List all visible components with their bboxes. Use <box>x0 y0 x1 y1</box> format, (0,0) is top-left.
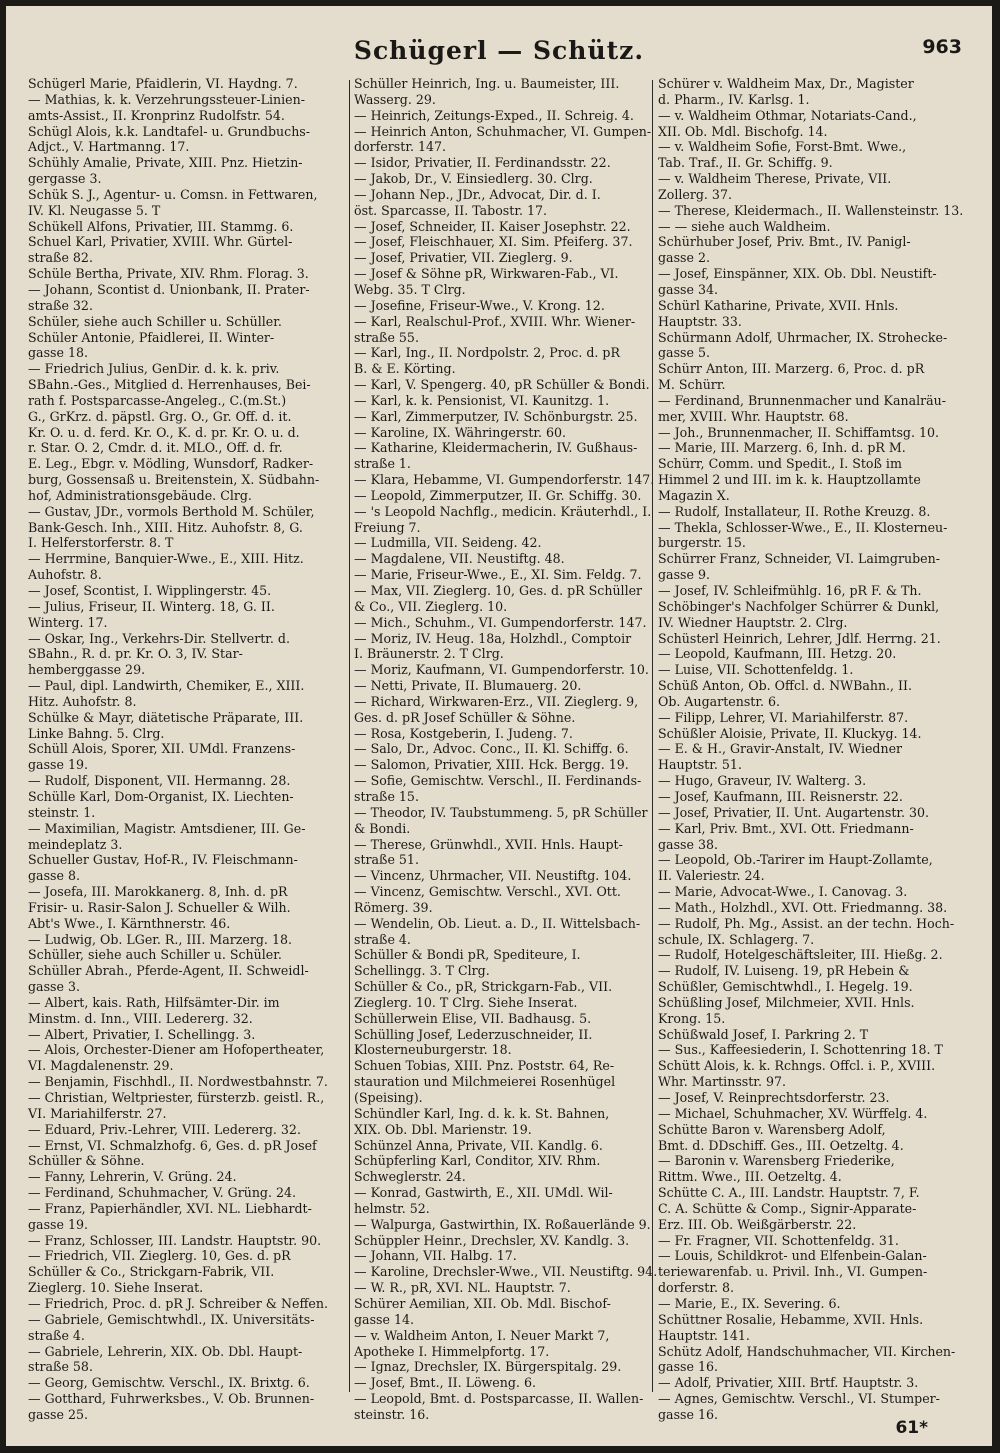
directory-line: — Christian, Weltpriester, fürsterzb. geistl. R., <box>28 1090 325 1105</box>
directory-line: meindeplatz 3. <box>28 836 123 852</box>
directory-line: — Klara, Hebamme, VI. Gumpendorferstr. 147. <box>354 472 655 488</box>
directory-line: G., GrKrz. d. päpstl. Grg. O., Gr. Off. d. it. <box>28 408 292 424</box>
directory-line: I. Helferstorferstr. 8. T <box>28 535 174 551</box>
directory-line: — Ernst, VI. Schmalzhofg. 6, Ges. d. pR Josef <box>28 1137 317 1153</box>
directory-line: — Ludwig, Ob. LGer. R., III. Marzerg. 18. <box>28 931 292 947</box>
directory-line: — Michael, Schuhmacher, XV. Würffelg. 4. <box>658 1105 928 1121</box>
directory-line: — Gotthard, Fuhrwerksbes., V. Ob. Brunnen- <box>28 1391 315 1407</box>
directory-line: — Leopold, Kaufmann, III. Hetzg. 20. <box>658 646 897 662</box>
directory-line: — Leopold, Zimmerputzer, II. Gr. Schiffg. 30. <box>354 487 642 503</box>
directory-line: Schürr, Comm. und Spedit., I. Stoß im <box>658 456 902 472</box>
directory-line: Freiung 7. <box>354 519 421 535</box>
directory-line: — Karl, Realschul-Prof., XVIII. Whr. Wiener- <box>354 313 636 329</box>
directory-line: VI. Mariahilferstr. 27. <box>28 1105 167 1121</box>
directory-line: — Magdalene, VII. Neustiftg. 48. <box>354 551 565 567</box>
directory-line: — Rudolf, Ph. Mg., Assist. an der techn. Hoch- <box>658 915 955 931</box>
directory-line: gasse 9. <box>658 567 710 583</box>
directory-line: Schürmann Adolf, Uhrmacher, IX. Strohecke- <box>658 329 948 345</box>
directory-line: Schüller & Bondi pR, Spediteure, I. <box>354 947 581 963</box>
directory-line: — Friedrich, Proc. d. pR J. Schreiber & Neffen. <box>28 1295 328 1311</box>
directory-line: — E. & H., Gravir-Anstalt, IV. Wiedner <box>658 741 903 757</box>
directory-line: — v. Waldheim Sofie, Forst-Bmt. Wwe., <box>658 139 907 155</box>
directory-line: Schüll Alois, Sporer, XII. UMdl. Franzens- <box>28 741 296 757</box>
directory-line: gasse 19. <box>28 1216 88 1232</box>
directory-line: gasse 38. <box>658 836 718 852</box>
directory-line: — Josef, Privatier, VII. Zieglerg. 9. <box>354 250 573 266</box>
directory-line: — Heinrich, Zeitungs-Exped., II. Schreig. 4. <box>354 107 634 123</box>
directory-line: — Karl, Ing., II. Nordpolstr. 2, Proc. d. pR <box>354 345 620 361</box>
directory-line: XII. Ob. Mdl. Bischofg. 14. <box>658 123 828 139</box>
directory-page <box>6 6 992 1446</box>
directory-line: d. Pharm., IV. Karlsg. 1. <box>658 91 810 107</box>
directory-line: — Josef, V. Reinprechtsdorferstr. 23. <box>658 1090 890 1105</box>
directory-line: Schüller & Söhne. <box>28 1153 145 1169</box>
directory-line: Schüßwald Josef, I. Parkring 2. T <box>658 1026 869 1042</box>
directory-line: Schügl Alois, k.k. Landtafel- u. Grundbuchs- <box>28 123 311 139</box>
directory-line: Schülling Josef, Lederzuschneider, II. <box>354 1026 593 1042</box>
directory-line: gasse 16. <box>658 1359 718 1375</box>
directory-line: Schürl Katharine, Private, XVII. Hnls. <box>658 297 899 313</box>
directory-line: — Karl, V. Spengerg. 40, pR Schüller & Bondi. <box>354 377 650 393</box>
directory-line: (Speising). <box>354 1090 423 1105</box>
directory-line: straße 58. <box>28 1359 93 1375</box>
directory-line: Schüßling Josef, Milchmeier, XVII. Hnls. <box>658 994 915 1010</box>
directory-line: gasse 8. <box>28 868 80 884</box>
directory-line: r. Star. O. 2, Cmdr. d. it. MLO., Off. d. fr. <box>28 440 283 456</box>
directory-line: — Julius, Friseur, II. Winterg. 18, G. II. <box>28 598 275 614</box>
directory-line: — Johann Nep., JDr., Advocat, Dir. d. I. <box>354 186 601 202</box>
directory-line: straße 1. <box>354 456 411 472</box>
directory-line: Schweglerstr. 24. <box>354 1169 466 1185</box>
directory-line: Hitz. Auhofstr. 8. <box>28 693 137 709</box>
directory-line: — Luise, VII. Schottenfeldg. 1. <box>658 662 854 678</box>
directory-line: hof, Administrationsgebäude. Clrg. <box>28 487 252 503</box>
directory-line: — Fanny, Lehrerin, V. Grüng. 24. <box>28 1169 237 1185</box>
directory-line: — Ludmilla, VII. Seideng. 42. <box>354 535 542 551</box>
directory-line: — Josefine, Friseur-Wwe., V. Krong. 12. <box>354 297 605 313</box>
directory-line: Schülke & Mayr, diätetische Präparate, III. <box>28 709 304 725</box>
directory-line: — Gustav, JDr., vormols Berthold M. Schüler, <box>28 503 315 519</box>
directory-line: Schünzel Anna, Private, VII. Kandlg. 6. <box>354 1137 603 1153</box>
directory-line: — Moriz, IV. Heug. 18a, Holzhdl., Comptoir <box>354 630 632 646</box>
column-1 <box>28 76 346 1422</box>
directory-line: — Josef, Bmt., II. Löweng. 6. <box>354 1375 536 1391</box>
directory-line: — Rosa, Kostgeberin, I. Judeng. 7. <box>354 725 573 741</box>
directory-line: — Benjamin, Fischhdl., II. Nordwestbahnstr. 7. <box>28 1074 328 1090</box>
directory-line: Bmt. d. DDschiff. Ges., III. Oetzeltg. 4. <box>658 1137 904 1153</box>
directory-line: — Mich., Schuhm., VI. Gumpendorferstr. 147. <box>354 614 647 630</box>
directory-line: — Joh., Brunnenmacher, II. Schiffamtsg. 10. <box>658 424 940 440</box>
directory-line: Webg. 35. T Clrg. <box>354 281 466 297</box>
directory-line: Schüller Abrah., Pferde-Agent, II. Schweidl- <box>28 963 309 979</box>
directory-line: Schellingg. 3. T Clrg. <box>354 963 490 979</box>
directory-line: — Karoline, IX. Währingerstr. 60. <box>354 424 567 440</box>
directory-line: Schügerl Marie, Pfaidlerin, VI. Haydng. 7. <box>28 76 298 91</box>
directory-line: — Oskar, Ing., Verkehrs-Dir. Stellvertr. d. <box>28 630 290 646</box>
directory-line: steinstr. 1. <box>28 804 96 820</box>
directory-line: Schündler Karl, Ing. d. k. k. St. Bahnen, <box>354 1105 610 1121</box>
directory-line: Schüßler Aloisie, Private, II. Kluckyg. 14. <box>658 725 922 741</box>
directory-line: Schüppler Heinr., Drechsler, XV. Kandlg. 3. <box>354 1232 630 1248</box>
directory-line: Apotheke I. Himmelpfortg. 17. <box>354 1343 550 1359</box>
directory-line: — Josef, Kaufmann, III. Reisnerstr. 22. <box>658 788 903 804</box>
directory-line: — Wendelin, Ob. Lieut. a. D., II. Wittelsbach- <box>354 915 641 931</box>
directory-line: straße 4. <box>354 931 411 947</box>
directory-line: — v. Waldheim Othmar, Notariats-Cand., <box>658 107 917 123</box>
directory-line: — Josef, Fleischhauer, XI. Sim. Pfeiferg. 37. <box>354 234 633 250</box>
directory-line: Schüttner Rosalie, Hebamme, XVII. Hnls. <box>658 1311 924 1327</box>
directory-line: — Ferdinand, Schuhmacher, V. Grüng. 24. <box>28 1185 297 1201</box>
directory-line: straße 82. <box>28 250 93 266</box>
directory-line: gasse 3. <box>28 979 80 995</box>
directory-line: Schühly Amalie, Private, XIII. Pnz. Hietzin- <box>28 155 303 171</box>
directory-line: — v. Waldheim Therese, Private, VII. <box>658 171 892 187</box>
directory-line: — Alois, Orchester-Diener am Hofopertheater, <box>28 1042 325 1058</box>
directory-line: — Baronin v. Warensberg Friederike, <box>658 1153 895 1169</box>
directory-line: — Josefa, III. Marokkanerg. 8, Inh. d. pR <box>28 884 288 900</box>
directory-line: — Herrmine, Banquier-Wwe., E., XIII. Hitz. <box>28 551 304 567</box>
directory-line: Schüller, siehe auch Schiller u. Schüler. <box>28 947 282 963</box>
directory-line: Schüller & Co., Strickgarn-Fabrik, VII. <box>28 1264 275 1280</box>
directory-line: Linke Bahng. 5. Clrg. <box>28 725 165 741</box>
directory-line: Schütte C. A., III. Landstr. Hauptstr. 7, F. <box>658 1185 920 1201</box>
directory-line: burg, Gossensaß u. Breitenstein, X. Südbahn- <box>28 472 320 488</box>
directory-line: — Marie, Friseur-Wwe., E., XI. Sim. Feldg. 7. <box>354 567 642 583</box>
directory-line: steinstr. 16. <box>354 1406 430 1422</box>
directory-line: — Louis, Schildkrot- und Elfenbein-Galan- <box>658 1248 927 1264</box>
directory-line: B. & E. Körting. <box>354 361 456 377</box>
directory-line: Schüller & Co., pR, Strickgarn-Fab., VII. <box>354 979 613 995</box>
page-header <box>6 36 992 74</box>
directory-line: Abt's Wwe., I. Kärnthnerstr. 46. <box>28 915 231 931</box>
directory-line: — Moriz, Kaufmann, VI. Gumpendorferstr. 10. <box>354 662 649 678</box>
directory-line: Schüß Anton, Ob. Offcl. d. NWBahn., II. <box>658 678 913 694</box>
directory-line: — Josef, Privatier, II. Unt. Augartenstr. 30. <box>658 804 930 820</box>
directory-line: Himmel 2 und III. im k. k. Hauptzollamte <box>658 472 921 488</box>
directory-line: Schülle Karl, Dom-Organist, IX. Liechten- <box>28 788 294 804</box>
directory-line: Schöbinger's Nachfolger Schürrer & Dunkl, <box>658 598 940 614</box>
directory-line: — Therese, Grünwhdl., XVII. Hnls. Haupt- <box>354 836 623 852</box>
directory-line: Schüle Bertha, Private, XIV. Rhm. Florag. 3. <box>28 266 309 282</box>
directory-line: — v. Waldheim Anton, I. Neuer Markt 7, <box>354 1327 610 1343</box>
directory-line: Hauptstr. 33. <box>658 313 742 329</box>
directory-line: I. Bräunerstr. 2. T Clrg. <box>354 646 504 662</box>
directory-line: — Albert, kais. Rath, Hilfsämter-Dir. im <box>28 994 280 1010</box>
directory-line: — Maximilian, Magistr. Amtsdiener, III. Ge- <box>28 820 306 836</box>
column-divider <box>652 80 653 1392</box>
directory-line: — Leopold, Ob.-Tarirer im Haupt-Zollamte, <box>658 852 933 868</box>
directory-line: helmstr. 52. <box>354 1200 430 1216</box>
directory-line: Schüpferling Karl, Conditor, XIV. Rhm. <box>354 1153 601 1169</box>
directory-line: — Leopold, Bmt. d. Postsparcasse, II. Wallen- <box>354 1391 644 1407</box>
directory-line: — Marie, E., IX. Severing. 6. <box>658 1295 841 1311</box>
directory-line: Wasserg. 29. <box>354 91 436 107</box>
directory-line: Schük S. J., Agentur- u. Comsn. in Fettwaren, <box>28 186 318 202</box>
directory-line: — Johann, Scontist d. Unionbank, II. Prater- <box>28 281 310 297</box>
directory-line: — Isidor, Privatier, II. Ferdinandsstr. 22. <box>354 155 611 171</box>
directory-line: E. Leg., Ebgr. v. Mödling, Wunsdorf, Radker- <box>28 456 314 472</box>
directory-line: rath f. Postsparcasse-Angeleg., C.(m.St.) <box>28 392 287 408</box>
directory-line: Ges. d. pR Josef Schüller & Söhne. <box>354 709 576 725</box>
directory-line: öst. Sparcasse, II. Tabostr. 17. <box>354 202 548 218</box>
directory-line: — Josef, Einspänner, XIX. Ob. Dbl. Neustift- <box>658 266 937 282</box>
directory-line: gasse 18. <box>28 345 88 361</box>
directory-line: Schüllerwein Elise, VII. Badhausg. 5. <box>354 1010 592 1026</box>
directory-line: — Agnes, Gemischtw. Verschl., VI. Stumper- <box>658 1391 940 1407</box>
directory-line: Schürrer Franz, Schneider, VI. Laimgruben- <box>658 551 940 567</box>
directory-line: straße 15. <box>354 788 419 804</box>
signature-mark: 61* <box>895 1418 928 1438</box>
directory-line: dorferstr. 8. <box>658 1280 734 1296</box>
directory-line: — Richard, Wirkwaren-Erz., VII. Zieglerg. 9, <box>354 693 639 709</box>
directory-line: Schürer Aemilian, XII. Ob. Mdl. Bischof- <box>354 1295 611 1311</box>
directory-line: Ob. Augartenstr. 6. <box>658 693 780 709</box>
directory-line: — Sus., Kaffeesiederin, I. Schottenring 18. T <box>658 1042 943 1058</box>
directory-line: amts-Assist., II. Kronprinz Rudolfstr. 54. <box>28 107 285 123</box>
directory-line: — — siehe auch Waldheim. <box>658 218 831 234</box>
page-number: 963 <box>922 36 962 58</box>
directory-line: Schuel Karl, Privatier, XVIII. Whr. Gürtel- <box>28 234 293 250</box>
directory-line: — Marie, III. Marzerg. 6, Inh. d. pR M. <box>658 440 906 456</box>
directory-line: Magazin X. <box>658 487 730 503</box>
directory-line: — Thekla, Schlosser-Wwe., E., II. Klosterneu- <box>658 519 948 535</box>
directory-line: IV. Wiedner Hauptstr. 2. Clrg. <box>658 614 848 630</box>
directory-line: — Karl, Priv. Bmt., XVI. Ott. Friedmann- <box>658 820 914 836</box>
directory-line: — Jakob, Dr., V. Einsiedlerg. 30. Clrg. <box>354 171 593 187</box>
directory-line: Auhofstr. 8. <box>28 567 102 583</box>
directory-line: Römerg. 39. <box>354 899 433 915</box>
directory-line: — Paul, dipl. Landwirth, Chemiker, E., XIII. <box>28 678 305 694</box>
directory-line: Kr. O. u. d. ferd. Kr. O., K. d. pr. Kr. O. u. d. <box>28 424 300 440</box>
directory-line: Hauptstr. 51. <box>658 757 742 773</box>
directory-line: — Gabriele, Gemischtwhdl., IX. Universitäts- <box>28 1311 315 1327</box>
directory-line: Schütt Alois, k. k. Rchngs. Offcl. i. P., XVIII. <box>658 1058 936 1074</box>
directory-line: schule, IX. Schlagerg. 7. <box>658 931 815 947</box>
directory-line: — Franz, Papierhändler, XVI. NL. Liebhardt- <box>28 1200 312 1216</box>
directory-line: Schuen Tobias, XIII. Pnz. Poststr. 64, Re- <box>354 1058 615 1074</box>
directory-line: — Sofie, Gemischtw. Verschl., II. Ferdinands- <box>354 773 642 789</box>
directory-line: — 's Leopold Nachflg., medicin. Kräuterhdl., I. <box>354 503 652 519</box>
directory-line: VI. Magdalenenstr. 29. <box>28 1058 174 1074</box>
directory-line: Schütz Adolf, Handschuhmacher, VII. Kirchen- <box>658 1343 956 1359</box>
directory-line: — Max, VII. Zieglerg. 10, Ges. d. pR Schüller <box>354 583 643 598</box>
directory-line: Adjct., V. Hartmanng. 17. <box>28 139 190 155</box>
directory-line: — Friedrich Julius, GenDir. d. k. k. priv. <box>28 361 280 377</box>
column-2 <box>354 76 658 1422</box>
directory-line: teriewarenfab. u. Privil. Inh., VI. Gumpen- <box>658 1264 928 1280</box>
directory-line: II. Valeriestr. 24. <box>658 868 765 884</box>
directory-line: — Rudolf, Disponent, VII. Hermanng. 28. <box>28 773 291 789</box>
directory-line: — Filipp, Lehrer, VI. Mariahilferstr. 87. <box>658 709 909 725</box>
directory-line: & Bondi. <box>354 820 411 836</box>
directory-line: stauration und Milchmeierei Rosenhügel <box>354 1074 616 1090</box>
directory-line: — Rudolf, Installateur, II. Rothe Kreuzg. 8. <box>658 503 931 519</box>
directory-line: Schükell Alfons, Privatier, III. Stammg. 6. <box>28 218 294 234</box>
directory-line: Schüsterl Heinrich, Lehrer, Jdlf. Herrng. 21. <box>658 630 941 646</box>
directory-line: — Hugo, Graveur, IV. Walterg. 3. <box>658 773 867 789</box>
directory-line: — Math., Holzhdl., XVI. Ott. Friedmanng. 38. <box>658 899 948 915</box>
page-title: Schügerl — Schütz. <box>353 36 645 65</box>
directory-line: — Therese, Kleidermach., II. Wallensteinstr. 13. <box>658 202 964 218</box>
directory-line: mer, XVIII. Whr. Hauptstr. 68. <box>658 408 849 424</box>
directory-line: — Netti, Private, II. Blumauerg. 20. <box>354 678 582 694</box>
directory-line: — Josef & Söhne pR, Wirkwaren-Fab., VI. <box>354 266 619 282</box>
directory-line: — W. R., pR, XVI. NL. Hauptstr. 7. <box>354 1280 571 1296</box>
directory-line: gasse 19. <box>28 757 88 773</box>
directory-line: Schüler, siehe auch Schiller u. Schüller. <box>28 313 282 329</box>
directory-line: Klosterneuburgerstr. 18. <box>354 1042 512 1058</box>
directory-line: gasse 25. <box>28 1406 88 1422</box>
directory-line: Hauptstr. 141. <box>658 1327 750 1343</box>
directory-line: Whr. Martinsstr. 97. <box>658 1074 786 1090</box>
directory-line: Schütte Baron v. Warensberg Adolf, <box>658 1121 886 1137</box>
directory-line: — Ferdinand, Brunnenmacher und Kanalräu- <box>658 392 947 408</box>
directory-line: — Karoline, Drechsler-Wwe., VII. Neustiftg. 94. <box>354 1264 658 1280</box>
directory-line: — Adolf, Privatier, XIII. Brtf. Hauptstr. 3. <box>658 1375 919 1391</box>
directory-line: — Katharine, Kleidermacherin, IV. Gußhaus- <box>354 440 638 456</box>
directory-line: & Co., VII. Zieglerg. 10. <box>354 598 508 614</box>
directory-line: — Rudolf, IV. Luiseng. 19, pR Hebein & <box>658 963 910 979</box>
column-divider <box>349 80 350 1392</box>
column-3 <box>658 76 974 1422</box>
directory-line: — Franz, Schlosser, III. Landstr. Hauptstr. 90. <box>28 1232 322 1248</box>
directory-line: — Salo, Dr., Advoc. Conc., II. Kl. Schiffg. 6. <box>354 741 629 757</box>
directory-line: — Heinrich Anton, Schuhmacher, VI. Gumpen- <box>354 123 652 139</box>
directory-line: — Albert, Privatier, I. Schellingg. 3. <box>28 1026 256 1042</box>
directory-line: — Mathias, k. k. Verzehrungssteuer-Linien- <box>28 91 305 107</box>
directory-line: gergasse 3. <box>28 171 102 187</box>
directory-line: Schüller Heinrich, Ing. u. Baumeister, III. <box>354 76 620 91</box>
directory-line: — Salomon, Privatier, XIII. Hck. Bergg. 19. <box>354 757 629 773</box>
directory-line: burgerstr. 15. <box>658 535 746 551</box>
directory-line: — Eduard, Priv.-Lehrer, VIII. Ledererg. 32. <box>28 1121 301 1137</box>
directory-line: gasse 5. <box>658 345 710 361</box>
directory-line: — Theodor, IV. Taubstummeng. 5, pR Schüller <box>354 804 648 820</box>
directory-line: straße 32. <box>28 297 93 313</box>
directory-line: — Fr. Fragner, VII. Schottenfeldg. 31. <box>658 1232 899 1248</box>
directory-line: — Josef, Scontist, I. Wipplingerstr. 45. <box>28 583 272 598</box>
directory-line: — Karl, Zimmerputzer, IV. Schönburgstr. 25. <box>354 408 638 424</box>
directory-line: gasse 2. <box>658 250 710 266</box>
directory-line: — Josef, IV. Schleifmühlg. 16, pR F. & Th. <box>658 583 922 598</box>
directory-line: gasse 14. <box>354 1311 414 1327</box>
directory-line: straße 4. <box>28 1327 85 1343</box>
directory-line: SBahn.-Ges., Mitglied d. Herrenhauses, Bei- <box>28 377 311 393</box>
directory-line: Tab. Traf., II. Gr. Schiffg. 9. <box>658 155 833 171</box>
directory-line: — Gabriele, Lehrerin, XIX. Ob. Dbl. Haupt- <box>28 1343 303 1359</box>
directory-line: straße 51. <box>354 852 419 868</box>
directory-line: Schüler Antonie, Pfaidlerei, II. Winter- <box>28 329 275 345</box>
directory-line: — Konrad, Gastwirth, E., XII. UMdl. Wil- <box>354 1185 613 1201</box>
directory-line: dorferstr. 147. <box>354 139 447 155</box>
directory-line: hemberggasse 29. <box>28 662 146 678</box>
directory-line: Krong. 15. <box>658 1010 726 1026</box>
directory-line: — Vincenz, Uhrmacher, VII. Neustiftg. 104. <box>354 868 632 884</box>
directory-line: SBahn., R. d. pr. Kr. O. 3, IV. Star- <box>28 646 243 662</box>
directory-line: Zollerg. 37. <box>658 186 732 202</box>
directory-line: IV. Kl. Neugasse 5. T <box>28 202 161 218</box>
directory-line: Erz. III. Ob. Weißgärberstr. 22. <box>658 1216 857 1232</box>
directory-line: — Ignaz, Drechsler, IX. Bürgerspitalg. 29. <box>354 1359 622 1375</box>
directory-line: Schueller Gustav, Hof-R., IV. Fleischmann- <box>28 852 298 868</box>
directory-line: Rittm. Wwe., III. Oetzeltg. 4. <box>658 1169 842 1185</box>
directory-line: — Vincenz, Gemischtw. Verschl., XVI. Ott. <box>354 884 621 900</box>
directory-line: Schüßler, Gemischtwhdl., I. Hegelg. 19. <box>658 979 913 995</box>
directory-line: — Friedrich, VII. Zieglerg. 10, Ges. d. pR <box>28 1248 291 1264</box>
directory-line: — Karl, k. k. Pensionist, VI. Kaunitzg. 1. <box>354 392 610 408</box>
directory-line: — Marie, Advocat-Wwe., I. Canovag. 3. <box>658 884 908 900</box>
directory-line: straße 55. <box>354 329 419 345</box>
directory-line: Schürr Anton, III. Marzerg. 6, Proc. d. pR <box>658 361 925 377</box>
directory-line: XIX. Ob. Dbl. Marienstr. 19. <box>354 1121 532 1137</box>
directory-line: — Georg, Gemischtw. Verschl., IX. Brixtg. 6. <box>28 1375 310 1391</box>
directory-line: — Johann, VII. Halbg. 17. <box>354 1248 517 1264</box>
directory-line: C. A. Schütte & Comp., Signir-Apparate- <box>658 1200 917 1216</box>
directory-line: gasse 16. <box>658 1406 718 1422</box>
directory-line: gasse 34. <box>658 281 718 297</box>
directory-line: Schürhuber Josef, Priv. Bmt., IV. Panigl- <box>658 234 911 250</box>
directory-line: — Rudolf, Hotelgeschäftsleiter, III. Hießg. 2. <box>658 947 943 963</box>
directory-line: Winterg. 17. <box>28 614 108 630</box>
directory-line: Bank-Gesch. Inh., XIII. Hitz. Auhofstr. 8, G. <box>28 519 303 535</box>
directory-line: Zieglerg. 10. T Clrg. Siehe Inserat. <box>354 994 578 1010</box>
directory-line: Schürer v. Waldheim Max, Dr., Magister <box>658 76 914 91</box>
directory-line: — Walpurga, Gastwirthin, IX. Roßauerlände 9. <box>354 1216 651 1232</box>
directory-line: Frisir- u. Rasir-Salon J. Schueller & Wilh. <box>28 899 291 915</box>
directory-line: Zieglerg. 10. Siehe Inserat. <box>28 1280 204 1296</box>
directory-line: M. Schürr. <box>658 377 726 393</box>
directory-line: Minstm. d. Inn., VIII. Ledererg. 32. <box>28 1010 253 1026</box>
directory-line: — Josef, Schneider, II. Kaiser Josephstr. 22. <box>354 218 631 234</box>
